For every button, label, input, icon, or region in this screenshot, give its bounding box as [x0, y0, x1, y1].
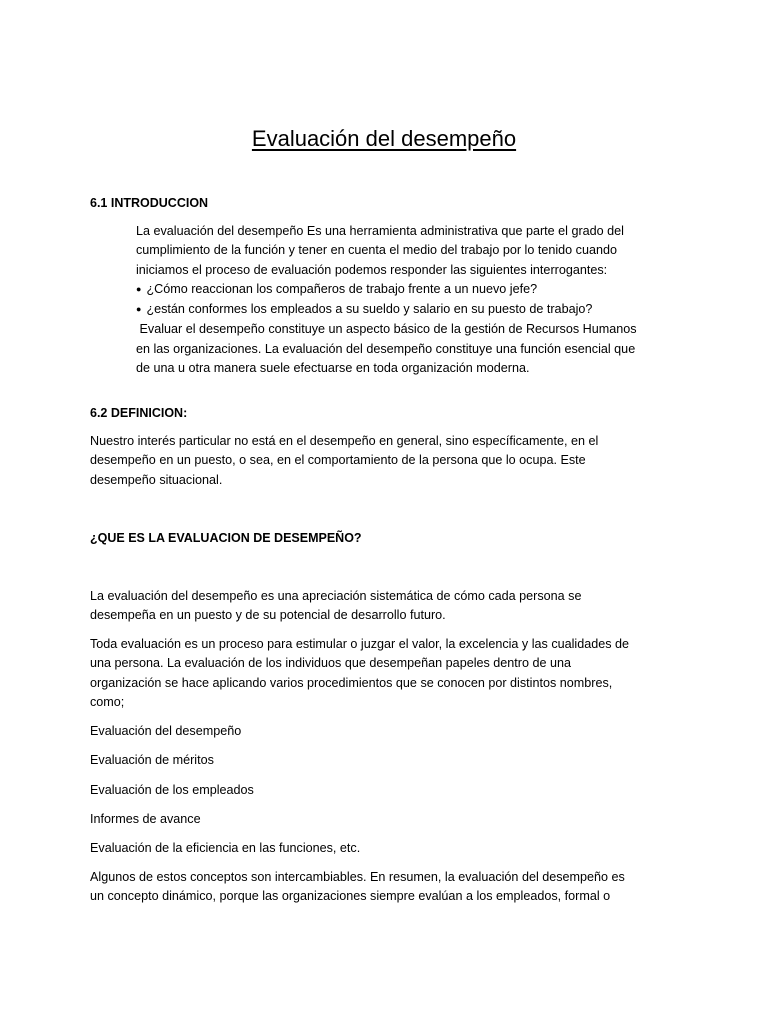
what-p3-line-1: Algunos de estos conceptos son intercambiables. En resumen, la evaluación del desempeño es [90, 870, 625, 884]
evaluation-name-item: Evaluación del desempeño [90, 724, 242, 738]
what-paragraph-3 [90, 868, 678, 907]
definition-line-3: desempeño situacional. [90, 472, 223, 487]
section-heading-que-es: ¿QUE ES LA EVALUACION DE DESEMPEÑO? [90, 531, 362, 545]
document-page [90, 0, 678, 1024]
intro-line-1: La evaluación del desempeño Es una herramienta administrativa que parte el grado del [136, 224, 624, 238]
intro-closing-line-3: de una u otra manera suele efectuarse en toda organización moderna. [136, 361, 530, 376]
what-p3-line-2: un concepto dinámico, porque las organizaciones siempre evalúan a los empleados, formal o [90, 889, 611, 904]
document-title: Evaluación del desempeño [251, 126, 517, 151]
intro-bullet-1: ● ¿Cómo reaccionan los compañeros de trabajo frente a un nuevo jefe? [136, 280, 678, 300]
what-p1-line-1: La evaluación del desempeño es una apreciación sistemática de cómo cada persona se [90, 589, 582, 603]
evaluation-name-item: Informes de avance [90, 812, 201, 826]
evaluation-name-item: Evaluación de los empleados [90, 783, 254, 797]
intro-bullet-2: ● ¿están conformes los empleados a su sueldo y salario en su puesto de trabajo? [136, 300, 678, 320]
what-p2-line-2: una persona. La evaluación de los individuos que desempeñan papeles dentro de una [90, 656, 572, 671]
intro-line-2: cumplimiento de la función y tener en cuenta el medio del trabajo por lo tenido cuando [136, 243, 617, 258]
what-p1-line-2: desempeña en un puesto y de su potencial de desarrollo futuro. [90, 608, 446, 623]
what-p2-line-3: organización se hace aplicando varios procedimientos que se conocen por distintos nombres, [90, 675, 613, 690]
intro-closing-line-1: Evaluar el desempeño constituye un aspecto básico de la gestión de Recursos Humanos [136, 322, 637, 337]
intro-line-3: iniciamos el proceso de evaluación podemos responder las siguientes interrogantes: [136, 262, 608, 277]
what-p2-line-1: Toda evaluación es un proceso para estimular o juzgar el valor, la excelencia y las cualidades de [90, 637, 630, 651]
evaluation-name-item: Evaluación de la eficiencia en las funciones, etc. [90, 841, 361, 855]
definition-paragraph [90, 432, 678, 490]
what-paragraph-2 [90, 635, 678, 712]
intro-paragraph [136, 222, 678, 378]
what-p2-line-4: como; [90, 694, 125, 709]
section-heading-definicion: 6.2 DEFINICION: [90, 406, 188, 420]
evaluation-name-item: Evaluación de méritos [90, 753, 214, 767]
section-heading-introduccion: 6.1 INTRODUCCION [90, 196, 209, 210]
definition-line-2: desempeño en un puesto, o sea, en el comportamiento de la persona que lo ocupa. Este [90, 453, 586, 468]
what-paragraph-1 [90, 587, 678, 626]
definition-line-1: Nuestro interés particular no está en el desempeño en general, sino específicamente, en el [90, 434, 599, 448]
intro-closing-line-2: en las organizaciones. La evaluación del desempeño constituye una función esencial que [136, 341, 636, 356]
